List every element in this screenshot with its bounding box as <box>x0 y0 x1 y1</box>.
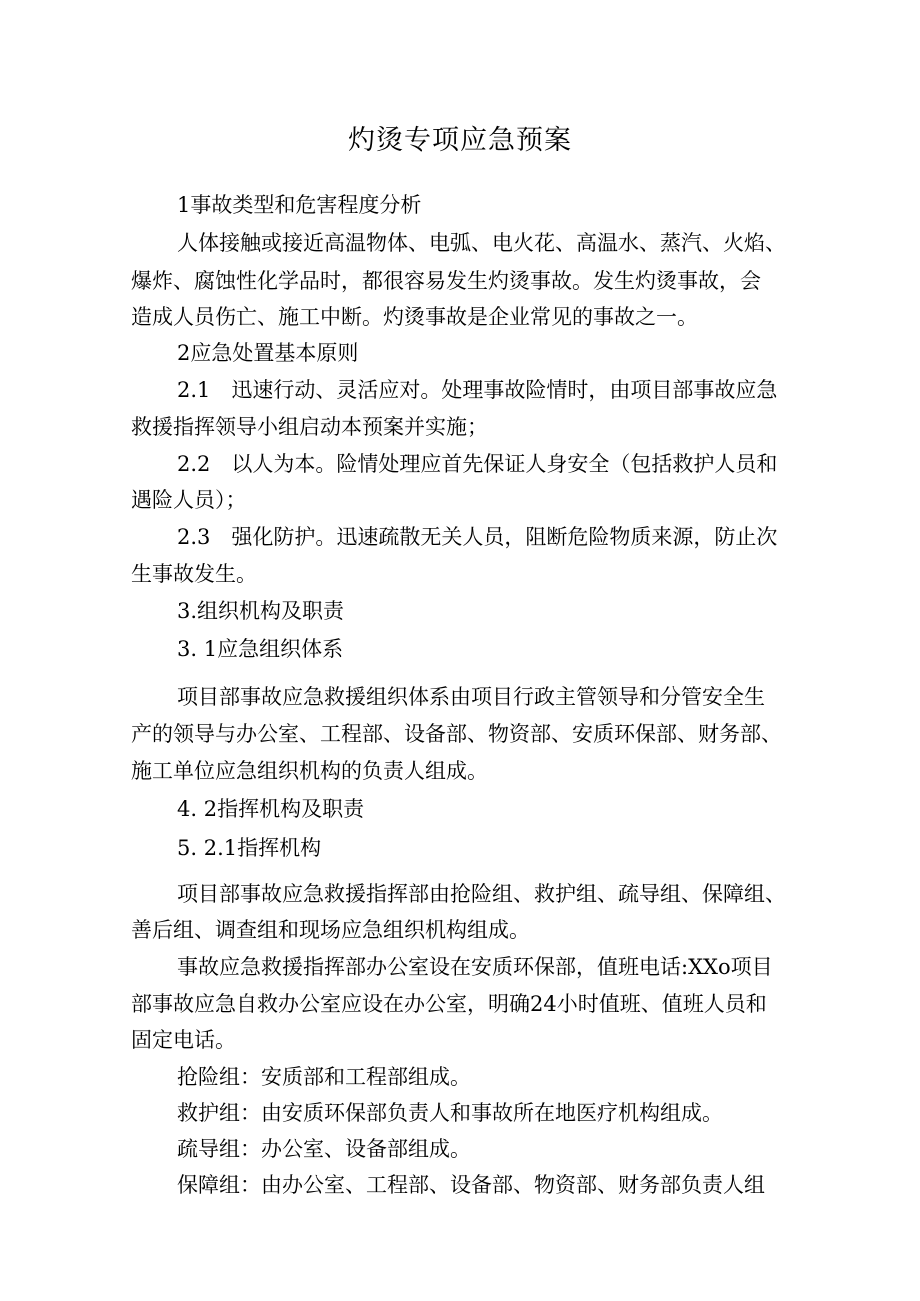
paragraph-line: 项目部事故应急救援组织体系由项目行政主管领导和分管安全生 <box>177 685 765 709</box>
subsection-heading: 5. 2.1指挥机构 <box>177 836 322 860</box>
subsection-heading: 4. 2指挥机构及职责 <box>177 797 365 821</box>
paragraph-line: 2.3 强化防护。迅速疏散无关人员，阻断危险物质来源，防止次 <box>177 525 778 549</box>
paragraph-line: 爆炸、腐蚀性化学品时，都很容易发生灼烫事故。发生灼烫事故，会 <box>131 269 761 293</box>
paragraph-line: 疏导组：办公室、设备部组成。 <box>177 1137 471 1161</box>
subsection-heading: 3. 1应急组织体系 <box>177 637 344 661</box>
paragraph-line: 善后组、调查组和现场应急组织机构组成。 <box>131 918 530 942</box>
paragraph-line: 抢险组：安质部和工程部组成。 <box>177 1065 471 1089</box>
section-heading-1: 1事故类型和危害程度分析 <box>177 193 422 217</box>
paragraph-line: 固定电话。 <box>131 1028 236 1052</box>
section-heading-3: 3.组织机构及职责 <box>177 599 345 623</box>
paragraph-line: 施工单位应急组织机构的负责人组成。 <box>131 759 488 783</box>
paragraph-line: 2.2 以人为本。险情处理应首先保证人身安全（包括救护人员和 <box>177 452 778 476</box>
document-title: 灼烫专项应急预案 <box>348 125 572 156</box>
paragraph-line: 生事故发生。 <box>131 562 257 586</box>
paragraph-line: 事故应急救援指挥部办公室设在安质环保部，值班电话:XXo项目 <box>177 955 773 979</box>
paragraph-line: 造成人员伤亡、施工中断。灼烫事故是企业常见的事故之一。 <box>131 305 698 329</box>
paragraph-line: 救援指挥领导小组启动本预案并实施； <box>131 415 488 439</box>
paragraph-line: 2.1 迅速行动、灵活应对。处理事故险情时，由项目部事故应急 <box>177 378 778 402</box>
paragraph-line: 人体接触或接近高温物体、电弧、电火花、高温水、蒸汽、火焰、 <box>177 231 786 255</box>
paragraph-line: 保障组：由办公室、工程部、设备部、物资部、财务部负责人组 <box>177 1173 765 1197</box>
paragraph-line: 遇险人员）； <box>131 488 247 512</box>
paragraph-line: 部事故应急自救办公室应设在办公室，明确24小时值班、值班人员和 <box>131 992 767 1016</box>
paragraph-line: 项目部事故应急救援指挥部由抢险组、救护组、疏导组、保障组、 <box>177 882 786 906</box>
section-heading-2: 2应急处置基本原则 <box>177 341 359 365</box>
paragraph-line: 产的领导与办公室、工程部、设备部、物资部、安质环保部、财务部、 <box>131 722 782 746</box>
paragraph-line: 救护组：由安质环保部负责人和事故所在地医疗机构组成。 <box>177 1101 723 1125</box>
